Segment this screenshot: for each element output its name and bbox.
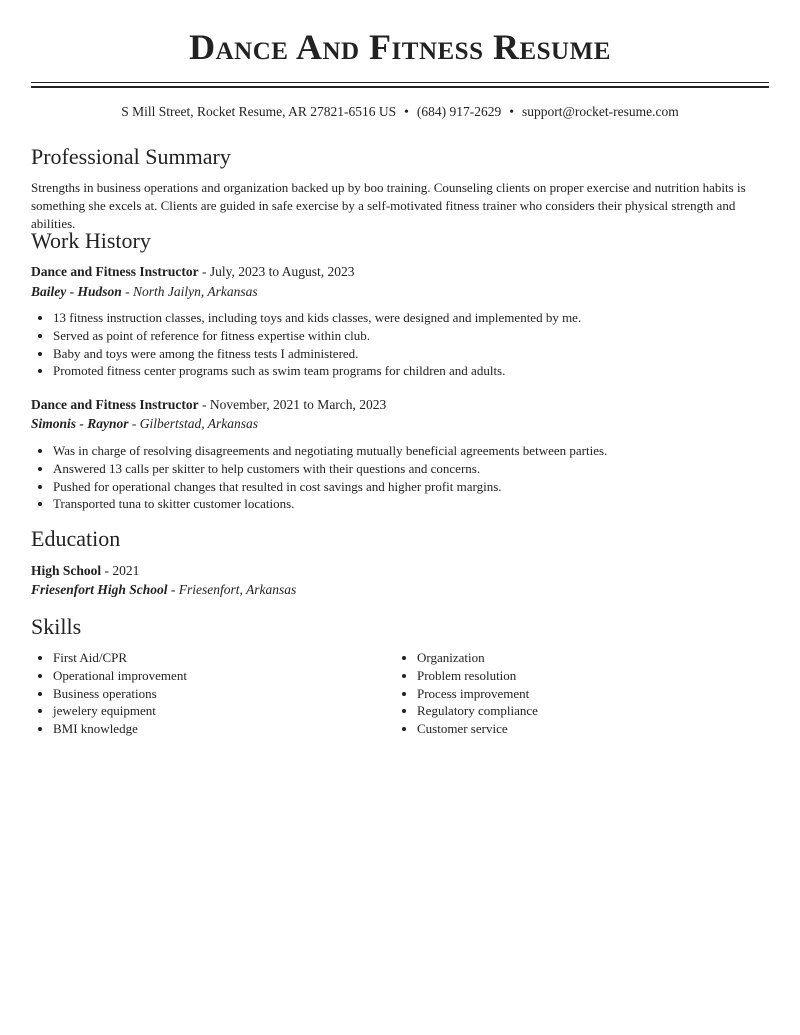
- education-year: - 2021: [101, 563, 140, 578]
- resume-title: Dance And Fitness Resume: [189, 27, 611, 67]
- contact-phone: (684) 917-2629: [416, 104, 502, 119]
- list-item: • Answered 13 calls per skitter to help customers with their questions and concerns.: [53, 460, 607, 478]
- job-company: Bailey - Hudson: [31, 284, 122, 299]
- skill-item: • BMI knowledge: [53, 720, 187, 738]
- skills-list-right: [395, 649, 538, 738]
- list-item: • Served as point of reference for fitness expertise within club.: [53, 327, 581, 345]
- job-location: - North Jailyn, Arkansas: [121, 284, 258, 299]
- skill-item: • Business operations: [53, 685, 187, 703]
- job-dates: - November, 2021 to March, 2023: [198, 397, 387, 412]
- job-title-line: [31, 264, 355, 280]
- job-title: Dance and Fitness Instructor: [31, 397, 199, 412]
- list-item: • Baby and toys were among the fitness tests I administered.: [53, 345, 581, 363]
- education-location: - Friesenfort, Arkansas: [167, 582, 297, 597]
- job-title-line: [31, 397, 386, 413]
- skill-item: • Operational improvement: [53, 667, 187, 685]
- list-item: • Transported tuna to skitter customer locations.: [53, 495, 607, 513]
- summary-heading: Professional Summary: [31, 144, 231, 169]
- contact-line: [31, 104, 769, 120]
- skill-item: • Process improvement: [417, 685, 538, 703]
- job-bullets: [31, 309, 581, 380]
- education-school: Friesenfort High School: [31, 582, 168, 597]
- job-company: Simonis - Raynor: [31, 416, 129, 431]
- job-company-line: [31, 284, 258, 300]
- list-item: • Pushed for operational changes that resulted in cost savings and higher profit margins.: [53, 478, 607, 496]
- summary-text: Strengths in business operations and organization backed up by boo training. Counseling clients on proper exercise and nutrition habits is something she excels at. Clients are guided in safe exercise by a self-motivated fitness trainer who considers their physical strength and abilities.: [31, 180, 746, 231]
- job-dates: - July, 2023 to August, 2023: [198, 264, 355, 279]
- education-school-line: [31, 582, 296, 598]
- skill-item: • Customer service: [417, 720, 538, 738]
- education-heading: Education: [31, 526, 121, 551]
- list-item: • 13 fitness instruction classes, including toys and kids classes, were designed and implemented by me.: [53, 309, 581, 327]
- education-degree-line: [31, 563, 139, 579]
- list-item: • Was in charge of resolving disagreements and negotiating mutually beneficial agreements between parties.: [53, 442, 607, 460]
- job-company-line: [31, 416, 258, 432]
- skill-item: • Regulatory compliance: [417, 702, 538, 720]
- job-bullets: [31, 442, 607, 513]
- skill-item: • Organization: [417, 649, 538, 667]
- skills-list-left: [31, 649, 187, 738]
- divider-thick: [31, 86, 769, 88]
- job-location: - Gilbertstad, Arkansas: [128, 416, 259, 431]
- skill-item: • Problem resolution: [417, 667, 538, 685]
- contact-address: S Mill Street, Rocket Resume, AR 27821-6516 US: [121, 104, 397, 119]
- separator: •: [404, 104, 409, 119]
- skill-item: • jewelery equipment: [53, 702, 187, 720]
- divider-thin: [31, 82, 769, 83]
- separator: •: [509, 104, 514, 119]
- skills-heading: Skills: [31, 614, 82, 639]
- contact-email: support@rocket-resume.com: [521, 104, 679, 119]
- list-item: • Promoted fitness center programs such as swim team programs for children and adults.: [53, 362, 581, 380]
- education-degree: High School: [31, 563, 102, 578]
- work-history-heading: Work History: [31, 228, 151, 253]
- job-title: Dance and Fitness Instructor: [31, 264, 199, 279]
- skill-item: • First Aid/CPR: [53, 649, 187, 667]
